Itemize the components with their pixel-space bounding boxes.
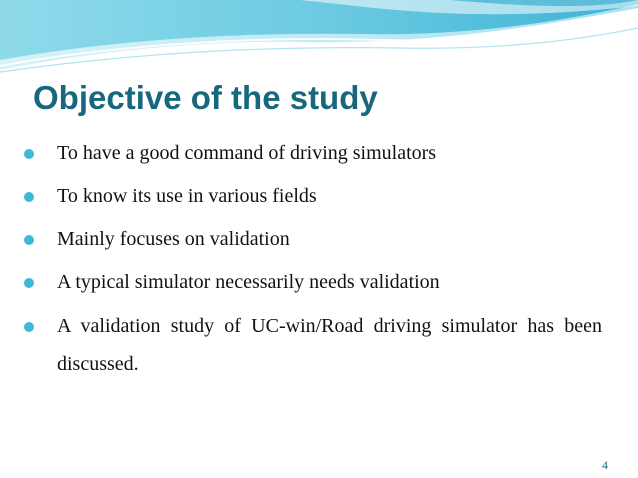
bullet-text: To have a good command of driving simulators [57, 142, 437, 164]
list-item [24, 267, 602, 298]
round-bullet-icon [24, 322, 34, 332]
list-item [24, 224, 602, 255]
bullet-text: A validation study of UC-win/Road driving simulator has been discussed. [57, 315, 602, 375]
round-bullet-icon [24, 149, 34, 159]
page-number: 4 [602, 458, 608, 472]
bullet-text: Mainly focuses on validation [57, 228, 290, 250]
list-item [24, 138, 602, 169]
round-bullet-icon [24, 192, 34, 202]
bullet-text: A typical simulator necessarily needs validation [57, 271, 440, 293]
round-bullet-icon [24, 278, 34, 288]
round-bullet-icon [24, 235, 34, 245]
header-wave-decoration [0, 0, 638, 80]
list-item [24, 307, 602, 383]
bullet-list [24, 138, 602, 395]
slide-title: Objective of the study [33, 79, 378, 116]
list-item [24, 181, 602, 212]
bullet-text: To know its use in various fields [57, 185, 317, 207]
